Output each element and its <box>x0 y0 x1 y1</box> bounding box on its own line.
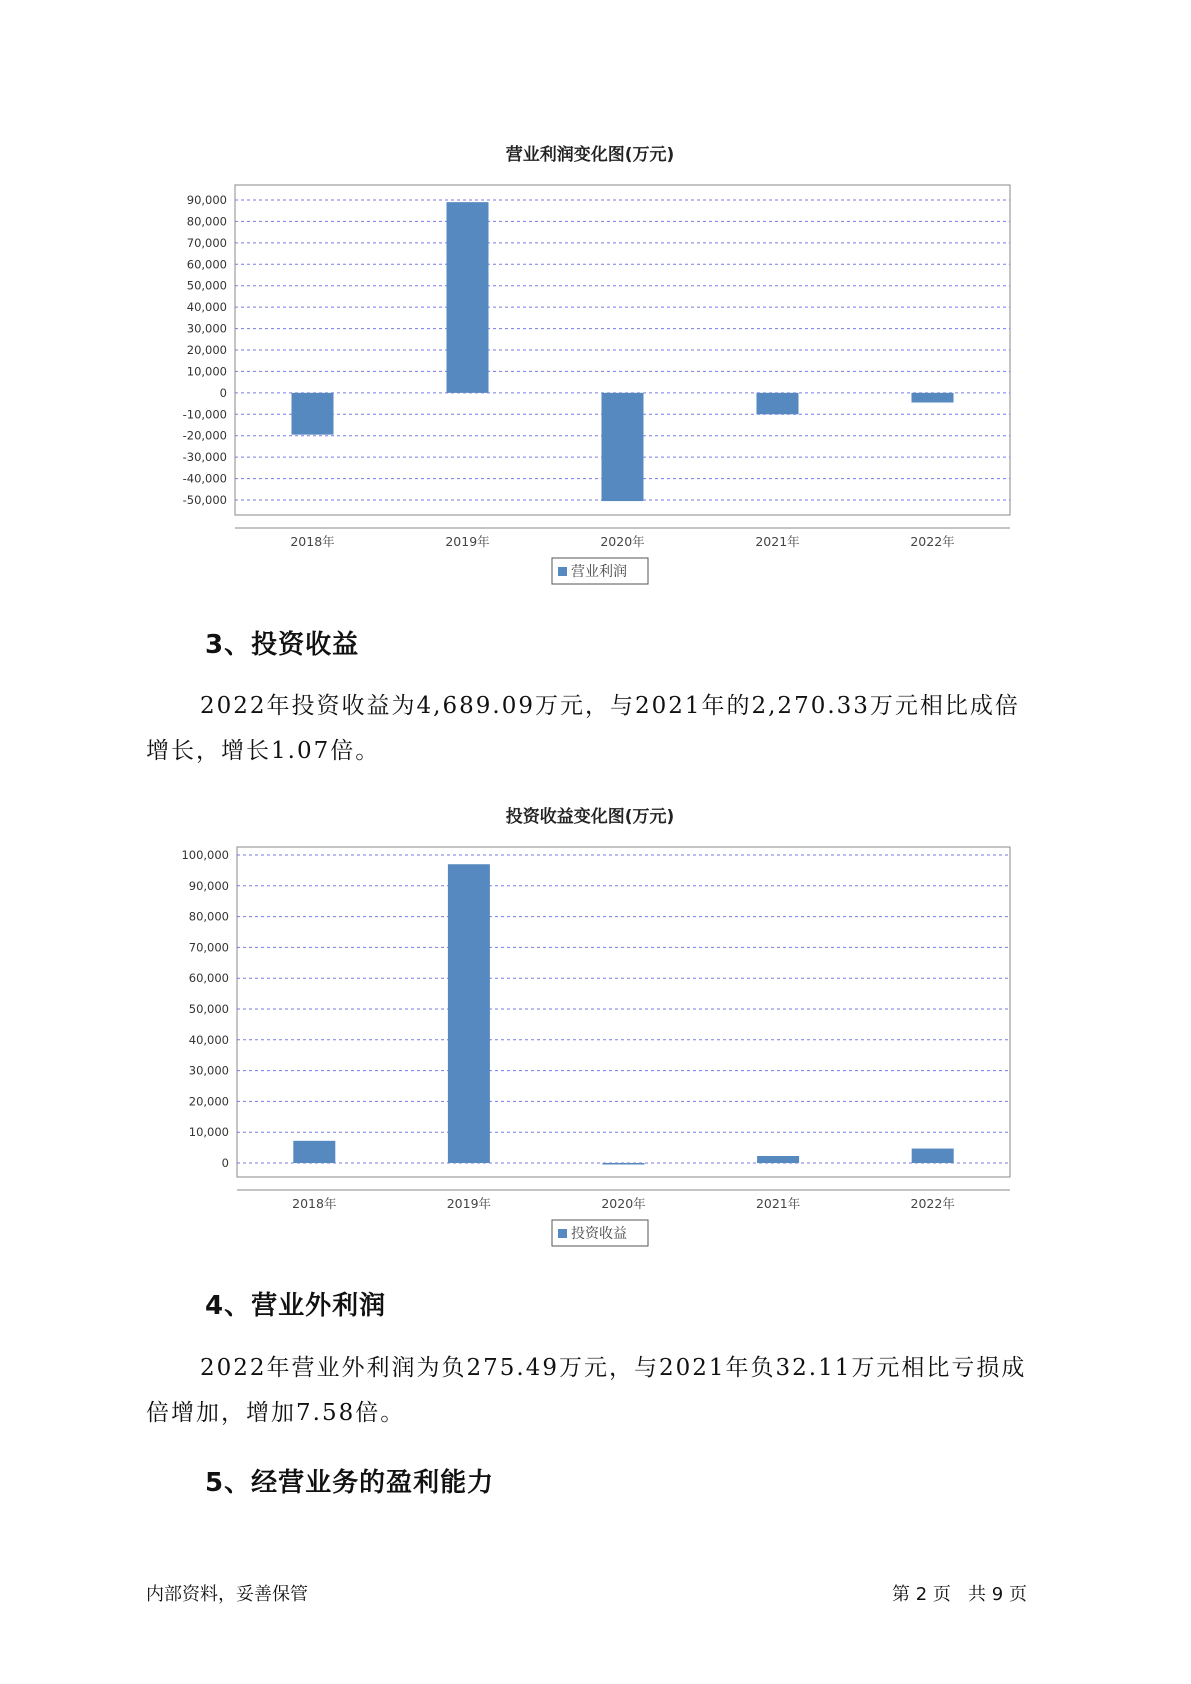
bar <box>447 202 489 393</box>
section-3-heading: 3、投资收益 <box>205 630 360 660</box>
footer-page-number: 第 2 页 共 9 页 <box>892 1584 1027 1605</box>
bar <box>757 1156 799 1163</box>
x-tick-label: 2020年 <box>601 1196 646 1211</box>
y-tick-label: -30,000 <box>182 450 227 465</box>
y-tick-label: 100,000 <box>181 848 229 862</box>
y-tick-label: 80,000 <box>186 214 227 229</box>
section-5-heading: 5、经营业务的盈利能力 <box>205 1468 495 1498</box>
y-tick-label: 50,000 <box>188 1002 229 1016</box>
section-3-paragraph <box>146 684 1056 774</box>
legend-label: 投资收益 <box>571 1226 627 1242</box>
investment-income-chart <box>150 797 1030 1257</box>
section-4-heading: 4、营业外利润 <box>205 1291 387 1321</box>
y-tick-label: 20,000 <box>186 343 227 357</box>
y-tick-label: 40,000 <box>188 1032 229 1047</box>
y-tick-label: 20,000 <box>188 1094 229 1109</box>
y-tick-label: -10,000 <box>182 407 227 422</box>
x-tick-label: 2019年 <box>446 1196 492 1211</box>
operating-profit-chart-svg <box>150 135 1030 595</box>
y-tick-label: 0 <box>219 385 227 400</box>
bar <box>912 393 954 403</box>
y-tick-label: 30,000 <box>188 1063 229 1078</box>
y-tick-label: 70,000 <box>186 235 227 250</box>
operating-profit-chart <box>150 135 1030 595</box>
y-tick-label: 90,000 <box>186 193 227 207</box>
chart-title: 营业利润变化图(万元) <box>505 145 675 165</box>
x-tick-label: 2018年 <box>290 534 335 549</box>
section-4-paragraph <box>146 1346 1056 1436</box>
chart-title: 投资收益变化图(万元) <box>505 807 675 827</box>
footer-confidential-note: 内部资料，妥善保管 <box>146 1584 308 1605</box>
section-3-line-1: 2022年投资收益为4,689.09万元，与2021年的2,270.33万元相比成倍 <box>200 693 1020 719</box>
legend-swatch <box>558 1229 567 1238</box>
y-tick-label: 60,000 <box>188 971 229 986</box>
section-4-line-2: 倍增加，增加7.58倍。 <box>146 1400 406 1426</box>
bar <box>603 1163 645 1165</box>
y-tick-label: 10,000 <box>188 1125 229 1140</box>
y-tick-label: 10,000 <box>186 364 227 379</box>
bar <box>602 393 644 501</box>
legend <box>552 1220 648 1246</box>
plot-area <box>237 847 1010 1177</box>
bar <box>448 864 490 1163</box>
x-tick-label: 2022年 <box>910 534 955 549</box>
bar <box>912 1149 954 1163</box>
y-tick-label: 50,000 <box>186 278 227 293</box>
y-tick-label: 80,000 <box>188 909 229 924</box>
y-tick-label: -50,000 <box>182 493 227 507</box>
y-tick-label: 40,000 <box>186 300 227 315</box>
investment-income-chart-svg <box>150 797 1030 1257</box>
section-4-line-1: 2022年营业外利润为负275.49万元，与2021年负32.11万元相比亏损成 <box>200 1355 1027 1381</box>
y-tick-label: 70,000 <box>188 940 229 955</box>
legend-label: 营业利润 <box>571 564 627 580</box>
y-tick-label: 90,000 <box>188 878 229 893</box>
y-tick-label: -20,000 <box>182 428 227 443</box>
legend <box>552 558 648 584</box>
y-tick-label: 0 <box>221 1156 229 1170</box>
x-tick-label: 2019年 <box>445 534 490 549</box>
x-tick-label: 2018年 <box>292 1196 337 1211</box>
x-tick-label: 2020年 <box>600 534 645 549</box>
y-tick-label: 60,000 <box>186 257 227 272</box>
x-tick-label: 2022年 <box>910 1196 955 1211</box>
bar <box>292 393 334 435</box>
y-tick-label: -40,000 <box>182 471 227 486</box>
bar <box>293 1141 335 1163</box>
x-tick-label: 2021年 <box>755 1196 801 1211</box>
legend-swatch <box>558 567 567 576</box>
section-3-line-2: 增长，增长1.07倍。 <box>146 738 381 764</box>
x-tick-label: 2021年 <box>755 534 800 549</box>
bar <box>757 393 799 414</box>
y-tick-label: 30,000 <box>186 321 227 336</box>
